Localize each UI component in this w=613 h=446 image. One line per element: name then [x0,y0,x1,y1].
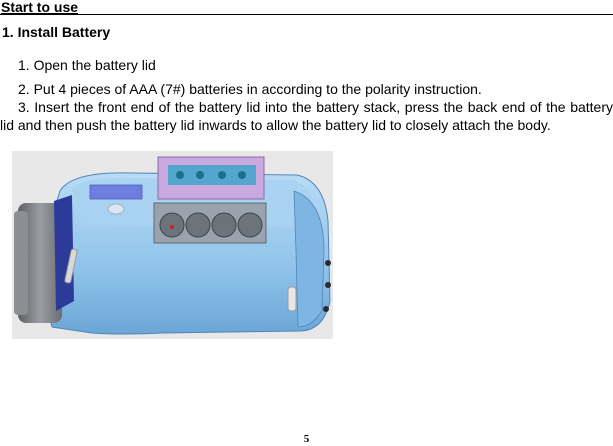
device-illustration [12,151,333,339]
battery-slot-3 [212,213,236,237]
battery-install-photo [12,151,333,339]
step-3-text: 3. Insert the front end of the battery lid into the battery stack, press the back end of the battery lid and then push the battery lid inwards to allow the battery lid to closely attach the body. [0,99,613,133]
display-window [90,185,142,199]
side-knob-2 [325,282,331,288]
battery-slot-4 [238,213,262,237]
page-number: 5 [303,433,310,445]
page-header [0,0,613,15]
side-knob-1 [325,260,331,266]
section-title: 1. Install Battery [2,24,111,40]
power-button [108,204,124,214]
step-2-text: 2. Put 4 pieces of AAA (7#) batteries in according to the polarity instruction. [18,81,482,97]
header-title: Start to use [1,0,79,15]
side-switch [288,287,296,311]
step-1-text: 1. Open the battery lid [18,57,156,73]
lens-ring [14,211,28,315]
polarity-mark [170,225,174,229]
battery-slot-2 [186,213,210,237]
side-knob-3 [323,306,329,312]
